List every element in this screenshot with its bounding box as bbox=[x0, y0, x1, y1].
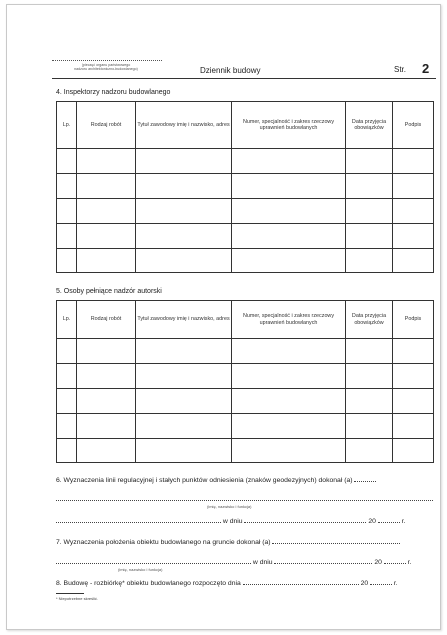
section-7-line bbox=[56, 537, 400, 546]
document-title: Dziennik budowy bbox=[200, 66, 261, 75]
cell[interactable] bbox=[393, 224, 434, 249]
section-5-title: 5. Osoby pełniące nadzór autorski bbox=[56, 288, 162, 295]
section-6-w-dniu: w dniu bbox=[222, 518, 243, 525]
cell[interactable] bbox=[136, 149, 232, 174]
section-6-date-prefix-field[interactable] bbox=[56, 516, 221, 523]
cell[interactable] bbox=[57, 364, 77, 389]
col-numer: Numer, specjalność i zakres rzeczowy uprawnień budowlanych bbox=[232, 301, 346, 339]
cell[interactable] bbox=[346, 389, 393, 414]
section-8-year-prefix: 20 bbox=[360, 580, 369, 587]
section-4-title: 4. Inspektorzy nadzoru budowlanego bbox=[56, 89, 171, 96]
cell[interactable] bbox=[232, 199, 346, 224]
cell[interactable] bbox=[393, 149, 434, 174]
stamp-caption-line2: nadzoru architektoniczno-budowlanego) bbox=[74, 67, 138, 72]
section-7-person-name-field[interactable] bbox=[56, 557, 251, 564]
cell[interactable] bbox=[346, 199, 393, 224]
cell[interactable] bbox=[232, 389, 346, 414]
col-lp: Lp. bbox=[57, 102, 77, 149]
section-6-name-line bbox=[56, 494, 433, 503]
section-7-w-dniu: w dniu bbox=[252, 559, 273, 566]
section-7-year-prefix: 20 bbox=[374, 559, 382, 566]
page-label: Str. bbox=[394, 65, 407, 74]
cell[interactable] bbox=[57, 414, 77, 439]
cell[interactable] bbox=[346, 249, 393, 273]
cell[interactable] bbox=[77, 149, 136, 174]
cell[interactable] bbox=[77, 339, 136, 364]
cell[interactable] bbox=[77, 199, 136, 224]
cell[interactable] bbox=[57, 199, 77, 224]
table-row[interactable] bbox=[57, 149, 434, 174]
cell[interactable] bbox=[346, 339, 393, 364]
col-lp: Lp. bbox=[57, 301, 77, 339]
section-6-year-suffix: r. bbox=[401, 518, 406, 525]
table-header-row bbox=[57, 301, 434, 339]
cell[interactable] bbox=[232, 439, 346, 463]
section-7-year-suffix: r. bbox=[407, 559, 412, 566]
table-row[interactable] bbox=[57, 414, 434, 439]
cell[interactable] bbox=[393, 249, 434, 273]
section-7-date-line bbox=[56, 557, 411, 566]
cell[interactable] bbox=[136, 174, 232, 199]
table-row[interactable] bbox=[57, 389, 434, 414]
cell[interactable] bbox=[232, 174, 346, 199]
cell[interactable] bbox=[136, 414, 232, 439]
section-8-year-suffix: r. bbox=[393, 580, 398, 587]
cell[interactable] bbox=[232, 339, 346, 364]
cell[interactable] bbox=[77, 174, 136, 199]
cell[interactable] bbox=[136, 389, 232, 414]
col-podpis: Podpis bbox=[393, 102, 434, 149]
cell[interactable] bbox=[393, 199, 434, 224]
footnote-rule bbox=[56, 593, 84, 594]
section-8-date-field[interactable] bbox=[243, 578, 359, 585]
section-6-line bbox=[56, 475, 376, 484]
col-tytul: Tytuł zawodowy imię i nazwisko, adres bbox=[136, 102, 232, 149]
inspectors-table bbox=[56, 101, 434, 273]
cell[interactable] bbox=[77, 249, 136, 273]
col-tytul: Tytuł zawodowy imię i nazwisko, adres bbox=[136, 301, 232, 339]
table-row[interactable] bbox=[57, 174, 434, 199]
section-6-date-line bbox=[56, 516, 405, 525]
section-6-name-field[interactable] bbox=[354, 475, 376, 482]
cell[interactable] bbox=[346, 149, 393, 174]
col-podpis: Podpis bbox=[393, 301, 434, 339]
cell[interactable] bbox=[346, 439, 393, 463]
cell[interactable] bbox=[77, 389, 136, 414]
cell[interactable] bbox=[57, 224, 77, 249]
section-8-year-field[interactable] bbox=[370, 578, 392, 585]
footnote: * Niepotrzebne skreślić. bbox=[56, 596, 99, 601]
cell[interactable] bbox=[57, 249, 77, 273]
cell[interactable] bbox=[232, 249, 346, 273]
section-6-caption: (imię, nazwisko i funkcja) bbox=[207, 504, 252, 509]
cell[interactable] bbox=[136, 439, 232, 463]
cell[interactable] bbox=[393, 439, 434, 463]
section-7-caption: (imię, nazwisko i funkcja) bbox=[118, 567, 163, 572]
cell[interactable] bbox=[232, 149, 346, 174]
cell[interactable] bbox=[393, 414, 434, 439]
stamp-caption bbox=[56, 63, 156, 71]
section-8-line bbox=[56, 578, 398, 587]
cell[interactable] bbox=[136, 249, 232, 273]
col-data: Data przyjęcia obowiązków bbox=[346, 301, 393, 339]
section-6-year-field[interactable] bbox=[378, 516, 400, 523]
cell[interactable] bbox=[232, 224, 346, 249]
cell[interactable] bbox=[393, 364, 434, 389]
author-supervision-table bbox=[56, 300, 434, 463]
cell[interactable] bbox=[136, 224, 232, 249]
cell[interactable] bbox=[232, 364, 346, 389]
table-row[interactable] bbox=[57, 364, 434, 389]
col-rodzaj-robot: Rodzaj robót bbox=[77, 301, 136, 339]
section-6-title: 6. Wyznaczenia linii regulacyjnej i stałych punktów odniesienia (znaków geodezyjnych) dokonał (a) bbox=[56, 477, 353, 484]
table-row[interactable] bbox=[57, 249, 434, 273]
cell[interactable] bbox=[346, 224, 393, 249]
stamp-caption-line1: (pieczęć organu państwowego bbox=[81, 63, 131, 67]
cell[interactable] bbox=[57, 149, 77, 174]
section-7-person-field[interactable] bbox=[272, 537, 400, 544]
cell[interactable] bbox=[77, 364, 136, 389]
col-data: Data przyjęcia obowiązków bbox=[346, 102, 393, 149]
col-rodzaj-robot: Rodzaj robót bbox=[77, 102, 136, 149]
cell[interactable] bbox=[393, 174, 434, 199]
cell[interactable] bbox=[57, 439, 77, 463]
table-row[interactable] bbox=[57, 339, 434, 364]
section-6-person-field[interactable] bbox=[56, 494, 433, 501]
cell[interactable] bbox=[77, 439, 136, 463]
cell[interactable] bbox=[57, 389, 77, 414]
cell[interactable] bbox=[136, 364, 232, 389]
table-row[interactable] bbox=[57, 199, 434, 224]
header-rule bbox=[52, 78, 436, 79]
cell[interactable] bbox=[232, 414, 346, 439]
table-row[interactable] bbox=[57, 439, 434, 463]
cell[interactable] bbox=[57, 174, 77, 199]
cell[interactable] bbox=[57, 339, 77, 364]
col-numer: Numer, specjalność i zakres rzeczowy uprawnień budowlanych bbox=[232, 102, 346, 149]
cell[interactable] bbox=[136, 339, 232, 364]
table-header-row bbox=[57, 102, 434, 149]
cell[interactable] bbox=[393, 389, 434, 414]
section-7-date-field[interactable] bbox=[274, 557, 372, 564]
section-7-title: 7. Wyznaczenia położenia obiektu budowlanego na gruncie dokonał (a) bbox=[56, 539, 271, 546]
table-row[interactable] bbox=[57, 224, 434, 249]
cell[interactable] bbox=[77, 414, 136, 439]
section-6-date-field[interactable] bbox=[244, 516, 366, 523]
stamp-dotted-line bbox=[52, 60, 162, 61]
section-6-year-prefix: 20 bbox=[368, 518, 376, 525]
section-7-year-field[interactable] bbox=[384, 557, 406, 564]
cell[interactable] bbox=[346, 414, 393, 439]
cell[interactable] bbox=[77, 224, 136, 249]
page-number: 2 bbox=[422, 61, 430, 76]
cell[interactable] bbox=[393, 339, 434, 364]
cell[interactable] bbox=[136, 199, 232, 224]
cell[interactable] bbox=[346, 364, 393, 389]
section-8-title: 8. Budowę - rozbiórkę* obiektu budowlanego rozpoczęto dnia bbox=[56, 580, 241, 587]
cell[interactable] bbox=[346, 174, 393, 199]
